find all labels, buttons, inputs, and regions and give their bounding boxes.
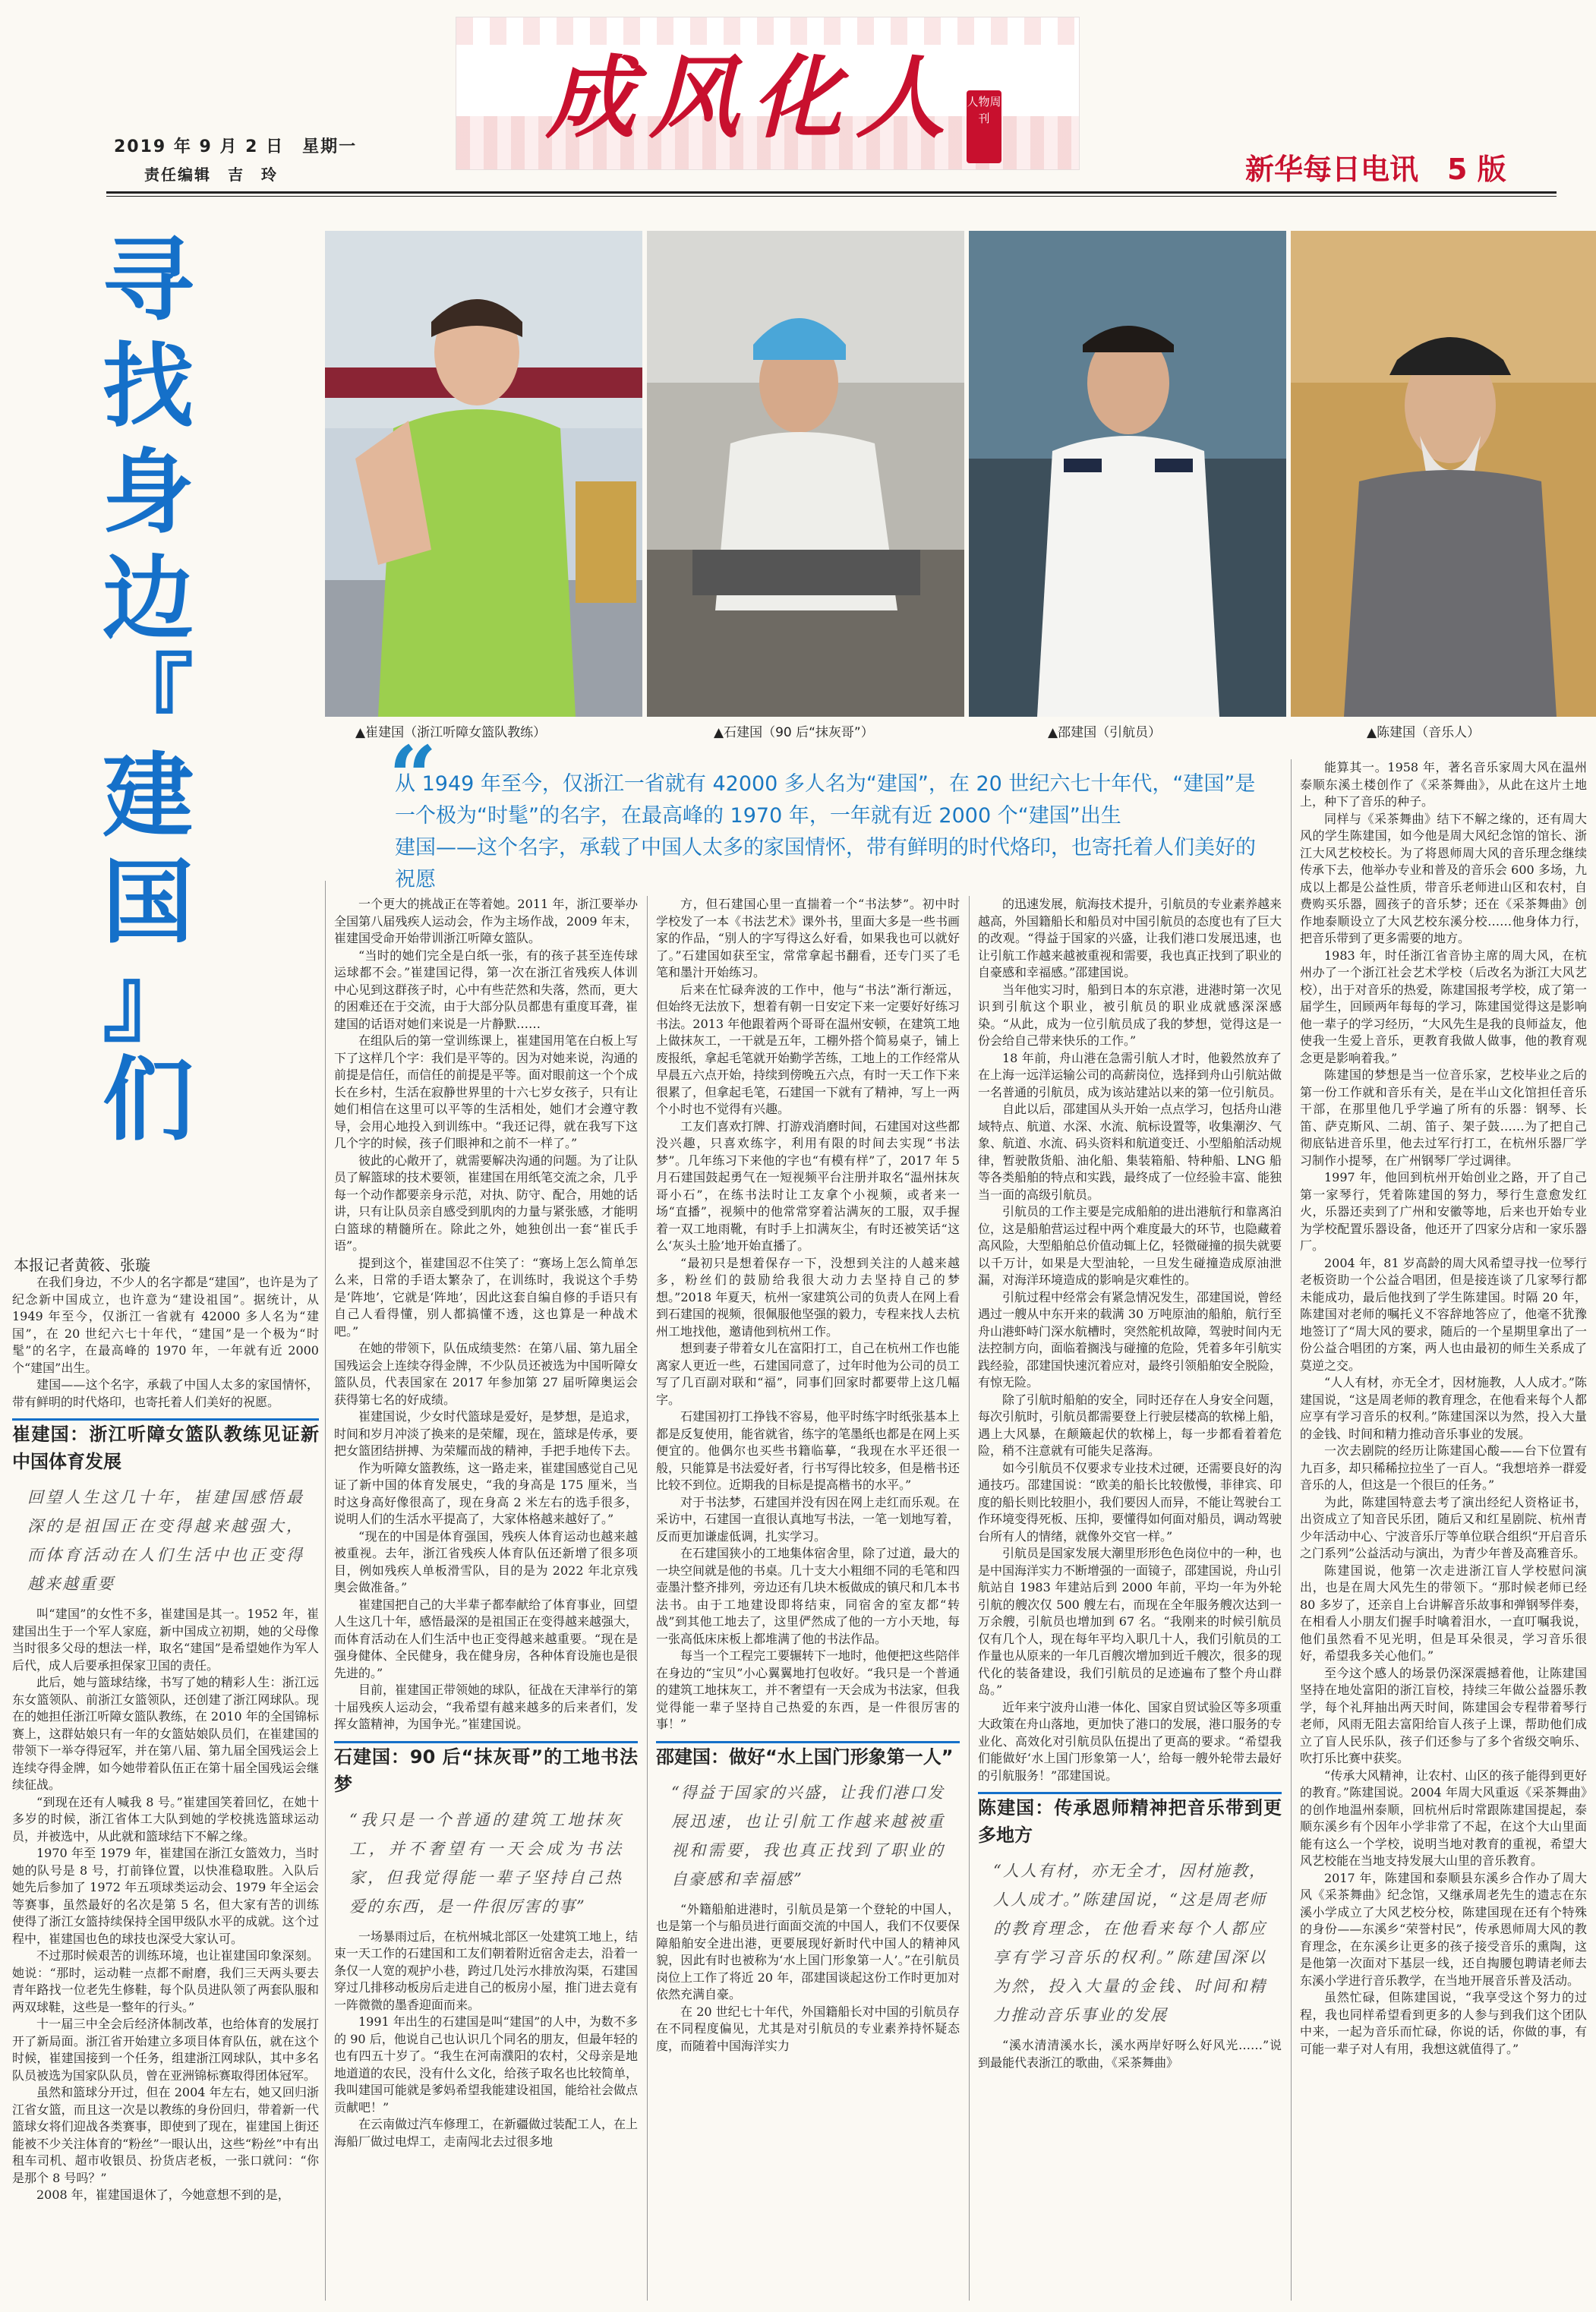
header-rule-thin <box>106 196 1557 197</box>
body-paragraph: 方，但石建国心里一直揣着一个“书法梦”。初中时学校发了一本《书法艺术》课外书，里面大多是一些书画家的作品，“别人的字写得这么好看，如果我也可以就好了。”石建国如获至宝，常常拿起书翻看，还专门买了毛笔和墨汁开始练习。 <box>656 897 960 979</box>
body-paragraph: “人人有材，亦无全才，因材施教，人人成才。”陈建国说，“这是周老师的教育理念，在他看来每个人都应享有学习音乐的权利。”陈建国深以为然，投入大量的金钱、时间和精力推动音乐事业的发展。 <box>1300 1375 1587 1441</box>
body-paragraph: 每当一个工程完工要辗转下一地时，他便把这些陪伴在身边的“宝贝”小心翼翼地打包收好。“我只是一个普通的建筑工地抹灰工，并不奢望有一天会成为书法家，但我觉得能一辈子坚持自己热爱的东西，是一件很厉害的事！” <box>656 1648 960 1731</box>
pull-quote-text: 从 1949 年至今，仅浙江一省就有 42000 多人名为“建国”，在 20 世纪六七十年代，“建国”是一个极为“时髦”的名字，在最高峰的 1970 年，一年就有近 2000 个“建国”出生 建国——这个名字，承载了中国人太多的家国情怀，带有鲜明的时代烙印，也寄托着人们美好的祝愿 <box>395 772 1256 891</box>
body-paragraph: 一场暴雨过后，在杭州城北部区一处建筑工地上，结束一天工作的石建国和工友们朝着附近宿舍走去，沿着一条仅一人宽的观护小巷，跨过几处污水排放沟渠，石建国穿过几排移动板房后走进自己的板房小屋，推门进去竟有一阵微微的墨香迎面而来。 <box>334 1929 638 2012</box>
body-paragraph: “最初只是想着保存一下，没想到关注的人越来越多，粉丝们的鼓励给我很大动力去坚持自己的梦想。”2018 年夏天，杭州一家建筑公司的负责人在网上看到石建国的视频，很佩服他坚强的毅力，专程来找人去杭州工地找他，邀请他到杭州工作。 <box>656 1255 960 1339</box>
pull-quote <box>395 768 1268 896</box>
body-paragraph: 陈建国的梦想是当一位音乐家，艺校毕业之后的第一份工作就和音乐有关，是在半山文化馆担任音乐干部，在那里他几乎学遍了所有的乐器：钢琴、长笛、萨克斯风、二胡、笛子、架子鼓……为了把自己彻底钻进音乐里，他去过军行打工，在杭州乐器厂学习制作小提琴，在广州钢琴厂学过调律。 <box>1300 1068 1587 1168</box>
body-paragraph: 陈建国说，他第一次走进浙江盲人学校慰问演出，也是在周大风先生的带领下。“那时候老师已经 80 多岁了，还亲自上台讲解音乐故事和弹钢琴伴奏，在相看人小朋友们握手时噙着泪水，一直叮嘱我说，他们虽然看不见光明，但是耳朵很灵，学习音乐很好，希望我多关心他们。” <box>1300 1563 1587 1663</box>
intro-paragraph: 建国——这个名字，承载了中国人太多的家国情怀，带有鲜明的时代烙印，也寄托着人们美好的祝愿。 <box>12 1377 319 1409</box>
section-pullquote: 回望人生这几十年，崔建国感悟最深的是祖国正在变得越来越强大，而体育活动在人们生活中也正变得越来越重要 <box>27 1488 304 1593</box>
headline-char: 边 <box>103 547 194 652</box>
body-paragraph: 18 年前，舟山港在急需引航人才时，他毅然放弃了在上海一远洋运输公司的高薪岗位，选择到舟山引航站做一名普通的引航员，成为该站建站以来的第一位引航员。 <box>978 1050 1282 1099</box>
column-divider <box>325 881 326 2301</box>
column-divider <box>647 896 648 2301</box>
plasterer-photo <box>647 231 964 717</box>
headline-char: 』 <box>103 949 194 1055</box>
body-paragraph: 提到这个，崔建国忍不住笑了：“赛场上怎么简单怎么来，日常的手语太繁杂了，在训练时，我说这个手势是‘阵地’，它就是‘阵地’，因此这套自编自修的手语只有自己人看得懂，别人都搞懂不透，这也算是一种战术吧。” <box>334 1255 638 1339</box>
body-paragraph: “到现在还有人喊我 8 号。”崔建国笑着回忆，在她十多岁的时候，浙江省体工大队到她的学校挑选篮球运动员，并被选中，从此就和篮球结下不解之缘。 <box>12 1794 319 1844</box>
body-paragraph: 作为听障女篮教练，这一路走来，崔建国感觉自己见证了新中国的体育发展史，“我的身高是 175 厘米，当时这身高好像很高了，现在身高 2 米左右的选手很多，说明人们的生活水平提高了，大家体格越来越好了。” <box>334 1460 638 1526</box>
body-paragraph: 为此，陈建国特意去考了演出经纪人资格证书，出资成立了知音民乐团，随后又和红星剧院、杭州青少年活动中心、宁波音乐厅等单位联合组织“开启音乐之门系列”公益活动与演出，为青少年普及高雅音乐。 <box>1300 1494 1587 1560</box>
headline-char: 找 <box>103 334 194 440</box>
masthead-banner <box>456 17 1080 170</box>
photo-caption: ▲陈建国（音乐人） <box>1367 725 1481 740</box>
body-paragraph: 目前，崔建国正带领她的球队，征战在天津举行的第十届残疾人运动会，“我希望有越来越多的后来者们，发挥女篮精神，为国争光。”崔建国说。 <box>334 1683 638 1731</box>
body-paragraph: 同样与《采茶舞曲》结下不解之缘的，还有周大风的学生陈建国，如今他是周大风纪念馆的馆长、浙江大风艺校校长。为了将恩师周大风的音乐理念继续传承下去，他举办专业和普及的音乐会 600 多场，九成以上都是公益性质，带音乐老师进山区和农村，自费购买乐器，圆孩子的音乐梦；还在《采茶舞曲》创作地泰顺设立了大风艺校东溪分校……他身体力行，把音乐带到了更多需要的地方。 <box>1300 811 1587 945</box>
column-2 <box>334 896 638 2301</box>
body-paragraph: 近年来宁波舟山港一体化、国家自贸试验区等多项重大政策在舟山落地，更加快了港口的发展，港口服务的专业化、高效化对引航员队伍提出了更高的要求。“希望我们能做好‘水上国门形象第一人’，给每一艘外轮带去最好的引航服务！”邵建国说。 <box>978 1699 1282 1783</box>
body-paragraph: 崔建国说，少女时代篮球是爱好，是梦想，是追求，时间和岁月冲淡了换来的是荣耀，现在，篮球是传承，要把女篮团结拼搏、为荣耀而战的精神，手把手地传下去。 <box>334 1409 638 1458</box>
body-paragraph: “传承大风精神，让农村、山区的孩子能得到更好的教育。”陈建国说。2004 年周大风重返《采茶舞曲》的创作地温州泰顺，回杭州后时常跟陈建国提起，泰顺东溪乡有个因年小学非常了不起，在这个大山里面能有这么一个学校，说明当地对教育的重视，希望大风艺校能在当地支持发展大山里的音乐教育。 <box>1300 1768 1587 1868</box>
headline-char: 身 <box>103 440 194 546</box>
headline-char: 国 <box>103 850 194 956</box>
headline-char: 们 <box>103 1048 194 1153</box>
body-paragraph: 1983 年，时任浙江省音协主席的周大风，在杭州办了一个浙江社会艺术学校（后改名为浙江大风艺校），出于对音乐的热爱，陈建国报考学校，成了第一届学生，回顾两年每每的学习，陈建国觉得这是影响他一辈子的学习经历，“大风先生是我的良师益友，他使我一生爱上音乐，更教育我做人做事，他的教育观念更是影响着我。” <box>1300 948 1587 1065</box>
section-title: 成风化人 <box>545 45 959 150</box>
body-paragraph: 后来在忙碌奔波的工作中，他与“书法”渐行渐远，但始终无法放下，想着有朝一日安定下来一定要好好练习书法。2013 年他跟着两个哥哥在温州安顿，在建筑工地上做抹灰工，一干就是五年，工棚外搭个简易桌子，铺上废报纸，拿起毛笔就开始勤学苦练，工地上的工作经常从早晨五六点开始，持续到傍晚五六点，有时一天工作下来很累了，但拿起毛笔，石建国一下就有了精神，写上一两个小时也不觉得有兴趣。 <box>656 982 960 1116</box>
body-paragraph: 不过那时候艰苦的训练环境，也让崔建国印象深刻。她说：“那时，运动鞋一点都不耐磨，我们三天两头要去青年路找一位老先生修鞋，每个队员进队领了两套队服和两双球鞋，这些是一整年的行头。” <box>12 1948 319 2014</box>
coach-photo <box>325 231 642 717</box>
body-paragraph: 2008 年，崔建国退休了，今她意想不到的是， <box>36 2187 290 2202</box>
musician-photo <box>1291 231 1596 717</box>
body-paragraph: “溪水清清溪水长，溪水两岸好呀么好风光……”说到最能代表浙江的歌曲，《采茶舞曲》 <box>978 2038 1282 2070</box>
body-paragraph: 引航员的工作主要是完成船舶的进出港航行和靠离泊位，这是船舶营运过程中两个难度最大的环节，也隐藏着高风险，大型船舶总价值动辄上亿，轻微碰撞的损失就要以千万计，如果是大型油轮，一旦发生碰撞造成原油泄漏，对海洋环境造成的影响是灾难性的。 <box>978 1204 1282 1287</box>
intro-paragraph: 在我们身边，不少人的名字都是“建国”，也许是为了纪念新中国成立，也许意为“建设祖国”。据统计，从 1949 年至今，仅浙江一省就有 42000 多人名为“建国”，在 20 世纪六七十年代，“建国”是一个极为“时髦”的名字，在最高峰的 1970 年，一年就有近 2000 个“建国”出生。 <box>12 1275 319 1375</box>
body-paragraph: 一次去剧院的经历让陈建国心酸——台下位置有九百多，却只稀稀拉拉坐了一百人。“我想培养一群爱音乐的人，但这是一个很巨的任务。” <box>1300 1443 1587 1492</box>
body-paragraph: 对于书法梦，石建国并没有因在网上走红而乐观。在采访中，石建国一直很认真地写书法，一笔一划地写着，反而更加谦虚低调，扎实学习。 <box>656 1494 960 1544</box>
column-divider <box>1291 759 1292 2301</box>
body-paragraph: 彼此的心敞开了，就需要解决沟通的问题。为了让队员了解篮球的技术要领，崔建国在用纸笔交流之余，几乎每一个动作都要亲身示范，对执、防守、配合，用她的话讲，只有让队员亲自感受到肌肉的力量与紧张感，才能明白篮球的精髓所在。除此之外，她独创出一套“崔氏手语”。 <box>334 1153 638 1253</box>
section-pullquote: “我只是一个普通的建筑工地抹灰工，并不奢望有一天会成为书法家，但我觉得能一辈子坚持自己热爱的东西，是一件很厉害的事” <box>349 1810 623 1916</box>
section-heading: 邵建国：做好“水上国门形象第一人” <box>656 1746 954 1768</box>
section-heading: 陈建国：传承恩师精神把音乐带到更多地方 <box>978 1797 1282 1846</box>
body-paragraph: 引航过程中经常会有紧急情况发生，邵建国说，曾经遇过一艘从中东开来的载满 30 万吨原油的船舶，航行至舟山港虾峙门深水航槽时，突然舵机故障，驾驶时间内无法控制方向，面临着搁浅与碰撞的危险，凭着多年引航实践经验，邵建国快速沉着应对，最终引领船舶安全脱险，有惊无险。 <box>978 1289 1282 1389</box>
body-paragraph: 一个更大的挑战正在等着她。2011 年，浙江要举办全国第八届残疾人运动会，作为主场作战，2009 年末，崔建国受命开始带训浙江听障女篮队。 <box>334 897 638 945</box>
header-rule <box>106 191 1557 194</box>
body-paragraph: 1991 年出生的石建国是叫“建国”的人中，为数不多的 90 后，他说自己也认识几个同名的朋友，但最年轻的也有四五十岁了。“我生在河南濮阳的农村，父母亲是地地道道的农民，没有什么文化，给孩子取名也比较简单，我叫建国可能就是爹妈希望我能建设祖国，能给社会做点贡献吧！” <box>334 2014 638 2115</box>
headline-char: 『 <box>103 645 194 751</box>
body-paragraph: 在组队后的第一堂训练课上，崔建国用笔在白板上写下了这样几个字：我们是平等的。因为对她来说，沟通的前提是信任，而信任的前提是平等。面对眼前这一个个成长在乡村，生活在寂静世界里的十六七岁女孩子，只有让她们相信在这里可以平等的生活相处，她们才会遵守教导，会用心地投入到训练中。“我还记得，就在我写下这几个字的时候，孩子们眼神和之前不一样了。” <box>334 1033 638 1150</box>
body-paragraph: “当时的她们完全是白纸一张，有的孩子甚至连传球运球都不会。”崔建国记得，第一次在浙江省残疾人体训中心见到这群孩子时，心中有些茫然和失落，然而，更大的困难还在于交流，由于大部分队员都患有重度耳聋，崔建国的话语对她们来说是一片静默…… <box>334 948 638 1031</box>
editor-credit: 责任编辑 吉 玲 <box>144 166 278 184</box>
body-paragraph: 十一届三中全会后经济体制改革，也给体育的发展打开了新局面。浙江省开始建立多项目体育队伍，就在这个时候，崔建国接到一个任务，组建浙江网球队，其中多名队员被选为国家队队员，曾在亚洲锦标赛取得团体冠军。 <box>12 2017 319 2083</box>
photo-shi-jianguo <box>647 231 964 717</box>
body-paragraph: 虽然忙碌，但陈建国说，“我享受这个努力的过程，我也同样希望看到更多的人参与到我们这个团队中来，一起为音乐而忙碌，你说的话，你做的事，有可能一辈子对人有用，我想这就值得了。” <box>1300 1990 1587 2056</box>
body-paragraph: 如今引航员不仅要求专业技术过硬，还需要良好的沟通技巧。邵建国说：“欧美的船长比较傲慢，菲律宾、印度的船长则比较胆小，我们要因人而异，不能让驾驶台工作环境变得死板、压抑，要懂得如何面对船员，调动驾驶台所有人的情绪，就像外交官一样。” <box>978 1460 1282 1544</box>
body-paragraph: 叫“建国”的女性不多，崔建国是其一。1952 年，崔建国出生于一个军人家庭，新中国成立初期，她的父母像当时很多父母的想法一样，取名“建国”是希望她作为军人后代，成人后要承担保家卫国的责任。 <box>12 1607 319 1673</box>
headline-char: 寻 <box>103 228 194 333</box>
body-paragraph: 崔建国把自己的大半辈子都奉献给了体育事业，回望人生这几十年，感悟最深的是祖国正在变得越来越强大，而体育活动在人们生活中也正变得越来越重要。“现在是强身健体、全民健身，我在健身房，各种体育设施也是很先进的。” <box>334 1597 638 1680</box>
body-paragraph: 2004 年，81 岁高龄的周大风希望寻找一位琴行老板资助一个公益合唱团，但是接连谈了几家琴行都未能成功，最后他找到了学生陈建国。时隔 20 年，陈建国对老师的嘱托义不容辞地答应了，他毫不犹豫地签订了“周大风的要求，随后的一个星期里拿出了一份公益合唱团的方案，两人也由最初的师生关系成了莫逆之交。 <box>1300 1255 1587 1373</box>
body-paragraph: 1970 年至 1979 年，崔建国在浙江女篮效力，当时她的队号是 8 号，打前锋位置，以快准稳取胜。入队后她先后参加了 1972 年五项球类运动会、1979 年全运会等赛事，虽然最好的名次是第 5 名，但大家有苦的训练使得了浙江女篮持续保持全国甲级队水平的成就。这个过程中，崔建国也色的球技也深受大家认可。 <box>12 1846 319 1946</box>
section-pullquote: “得益于国家的兴盛，让我们港口发展迅速，也让引航工作越来越被重视和需要，我也真正找到了职业的自豪感和幸福感” <box>671 1783 945 1888</box>
photo-shao-jianguo <box>969 231 1286 717</box>
body-paragraph: 虽然和篮球分开过，但在 2004 年左右，她又回归浙江省女篮，而且这一次是以教练的身份回归，带着新一代篮球女将们迎战各类赛事，即使到了现在，崔建国上街还能被不少关注体育的“粉丝”一眼认出，这些“粉丝”中有出租车司机、超市收银员、扮货店老板，一张口就问：“你是那个 8 号吗？” <box>12 2085 319 2185</box>
banner-pattern-top <box>456 17 1079 45</box>
column-5 <box>1300 759 1587 2301</box>
quote-mark-icon: “ <box>389 727 437 825</box>
column-3 <box>656 896 960 2301</box>
section-pullquote: “人人有材，亦无全才，因材施教，人人成才。”陈建国说，“这是周老师的教育理念，在他看来每个人都应享有学习音乐的权利。”陈建国深以为然，投入大量的金钱、时间和精力推动音乐事业的发展 <box>993 1862 1266 2024</box>
column-1 <box>12 1274 319 2299</box>
column-divider <box>969 896 970 2301</box>
body-paragraph: 至今这个感人的场景仍深深震撼着他，让陈建国坚持在地处富阳的浙江盲校，持续三年做公益器乐教学，每个礼拜抽出两天时间，陈建国会专程带着琴行老师，风雨无阻去富阳给盲人孩子上课，帮助他们成立了盲人民乐队，孩子们还参与了多个省级交响乐、吹打乐比赛中获奖。 <box>1300 1665 1587 1765</box>
seal-stamp: 人物周刊 <box>967 90 1001 163</box>
pilot-photo <box>969 231 1286 717</box>
body-paragraph: 自此以后，邵建国从头开始一点点学习，包括舟山港域特点、航道、水深、水流、航标设置等，收集潮汐、气象、航道、水流、码头资料和航道变迁、小型船舶活动规律，暂驶散货船、油化船、集装箱船、特种船、LNG 船等各类船舶的特点和实践，最终成了一位经验丰富、能独当一面的高级引航员。 <box>978 1102 1282 1202</box>
newspaper-name: 新华每日电讯 5 版 <box>1245 153 1506 186</box>
body-paragraph: 1997 年，他回到杭州开始创业之路，开了自己第一家琴行，凭着陈建国的努力，琴行生意愈发红火，乐器还卖到了广州和安徽等地，后来也开始专业为学校配置乐器设备，他还开了四家分店和一家乐器厂。 <box>1300 1170 1587 1253</box>
body-paragraph: 工友们喜欢打牌、打游戏消磨时间，石建国对这些都没兴趣，只喜欢练字，利用有限的时间去实现“书法梦”。几年练习下来他的字也“有模有样”了，2017 年 5 月石建国鼓起勇气在一短视频平台注册并取名“温州抹灰哥小石”，在练书法时让工友拿个小视频，或者来一场“直播”，视频中的他常常穿着沾满灰的工服，双手握着一双工地雨靴，有时手上扣满灰尘，有时还被笑话“这么‘灰头土脸’地开始直播了。 <box>656 1118 960 1253</box>
body-paragraph: 当年他实习时，船到日本的东京港，进港时第一次见识到引航这个职业，被引航员的职业成就感深深感染。“从此，成为一位引航员成了我的梦想，觉得这是一份会给自己带来快乐的工作。” <box>978 982 1282 1048</box>
body-paragraph: 能算其一。1958 年，著名音乐家周大风在温州泰顺东溪土楼创作了《采茶舞曲》，从此在这片土地上，种下了音乐的种子。 <box>1300 760 1587 809</box>
body-paragraph: 在 20 世纪七十年代，外国籍船长对中国的引航员存在不同程度偏见，尤其是对引航员的专业素养持怀疑态度，而随着中国海洋实力 <box>656 2004 960 2053</box>
photo-chen-jianguo <box>1291 231 1596 717</box>
body-paragraph: 在她的带领下，队伍成绩斐然：在第八届、第九届全国残运会上连续夺得金牌，不少队员还被选为中国听障女篮队员，代表国家在 2017 年参加第 27 届听障奥运会获得第七名的好成绩。 <box>334 1341 638 1407</box>
vertical-headline <box>99 228 197 1154</box>
body-paragraph: 石建国初打工挣钱不容易，他平时练字时纸张基本上都是反复使用，能省就省，练字的笔墨纸也都是在网上买便宜的。他偶尔也买些书籍临摹，“我现在水平还很一般，只能算是书法爱好者，行书写得比较多，但是楷书还比较不到位。近期我的目标是提高楷书的水平。” <box>656 1409 960 1492</box>
body-paragraph: “现在的中国是体育强国，残疾人体育运动也越来越被重视。去年，浙江省残疾人体育队伍还新增了很多项目，例如残疾人单板滑雪队，目的是为 2022 年北京残奥会做准备。” <box>334 1528 638 1594</box>
section-heading: 崔建国：浙江听障女篮队教练见证新中国体育发展 <box>12 1424 319 1472</box>
photo-caption: ▲邵建国（引航员） <box>1048 725 1162 740</box>
body-paragraph: 在石建国狭小的工地集体宿舍里，除了过道，最大的一块空间就是他的书桌。几十支大小粗细不同的毛笔和四壶墨汁整齐排列，旁边还有几块木板做成的镇尺和几本书法书。由于工地建设即将结束，同宿舍的室友都“转战”到其他工地去了，这里俨然成了他的一方小天地，每一张高低床床板上都堆满了他的书法作品。 <box>656 1546 960 1646</box>
headline-char: 建 <box>103 744 194 850</box>
body-paragraph: 想到妻子带着女儿在富阳打工，自己在杭州工作也能离家人更近一些，石建国同意了，过年时他为公司的员工写了几百副对联和“福”，同事们回家时都要带上这几幅字。 <box>656 1341 960 1407</box>
body-paragraph: 在云南做过汽车修理工，在新疆做过装配工人，在上海船厂做过电焊工，走南闯北去过很多地 <box>334 2117 638 2149</box>
byline: 本报记者黄筱、张璇 <box>14 1256 150 1274</box>
body-paragraph: 的迅速发展，航海技术提升，引航员的专业素养越来越高，外国籍船长和船员对中国引航员的态度也有了巨大的改观。“得益于国家的兴盛，让我们港口发展迅速，也让引航工作越来越被重视和需要，我也真正找到了职业的自豪感和幸福感。”邵建国说。 <box>978 897 1282 979</box>
body-paragraph: 2017 年，陈建国和泰顺县东溪乡合作办了周大风《采茶舞曲》纪念馆，又继承周老先生的遗志在东溪小学成立了大风艺校分校，陈建国现在还有个特殊的身份——东溪乡“荣誉村民”，传承恩师周大风的教育理念，在东溪乡让更多的孩子接受音乐的熏陶，这是他第一次面对下基层一线，还自掏腰包聘请老师去东溪小学进行音乐教学，在当地开展音乐普及活动。 <box>1300 1870 1587 1988</box>
body-paragraph: 引航员是国家发展大潮里形形色色岗位中的一种，也是中国海洋实力不断增强的一面镜子，邵建国说，舟山引航站自 1983 年建站后到 2000 年前，平均一年为外轮引航的艘次仅 500 艘左右，而现在全年服务艘次达到一万余艘，引航员也增加到 67 名。“我刚来的时候引航员仅有几个人，现在每年平均入职几十人，我们引航员的工作量也从原来的一年几百艘次增加到近千艘次，很多的现代化的装备建设，我们引航员的足迹遍布了整个舟山群岛。” <box>978 1546 1282 1697</box>
body-paragraph: 此后，她与篮球结缘，书写了她的精彩人生：浙江远东女篮领队、前浙江女篮领队，还创建了浙江网球队。现在的她担任浙江听障女篮队教练，在 2010 年的全国锦标赛上，这群姑娘只有一年的女篮姑娘队员们，在崔建国的带领下一举夺得冠军，并在第八届、第九届全国残运会上连续夺得金牌，如今她带着队伍正在第十届全国残运会继续征战。 <box>12 1675 319 1792</box>
photo-caption: ▲崔建国（浙江听障女篮队教练） <box>355 725 547 740</box>
body-paragraph: “外籍船舶进港时，引航员是第一个登轮的中国人，也是第一个与船员进行面面交流的中国人，我们不仅要保障船舶安全进出港，更要展现好新时代中国人的精神风貌，因此有时也被称为‘水上国门形象第一人’。”在引航员岗位上工作了将近 20 年，邵建国谈起这份工作时更加对依然充满自豪。 <box>656 1901 960 2001</box>
body-paragraph: 除了引航时船舶的安全，同时还存在人身安全问题，每次引航时，引航员都需要登上行驶层楼高的软梯上船，遇上大风暴，在颠簸起伏的软梯上，每一步都看着着危险，稍不注意就有可能失足落海。 <box>978 1392 1282 1458</box>
issue-date: 2019 年 9 月 2 日 星期一 <box>114 137 358 156</box>
section-heading: 石建国：90 后“抹灰哥”的工地书法梦 <box>334 1746 638 1795</box>
photo-cui-jianguo <box>325 231 642 717</box>
column-4 <box>978 896 1282 2301</box>
photo-caption: ▲石建国（90 后“抹灰哥”） <box>714 725 874 740</box>
